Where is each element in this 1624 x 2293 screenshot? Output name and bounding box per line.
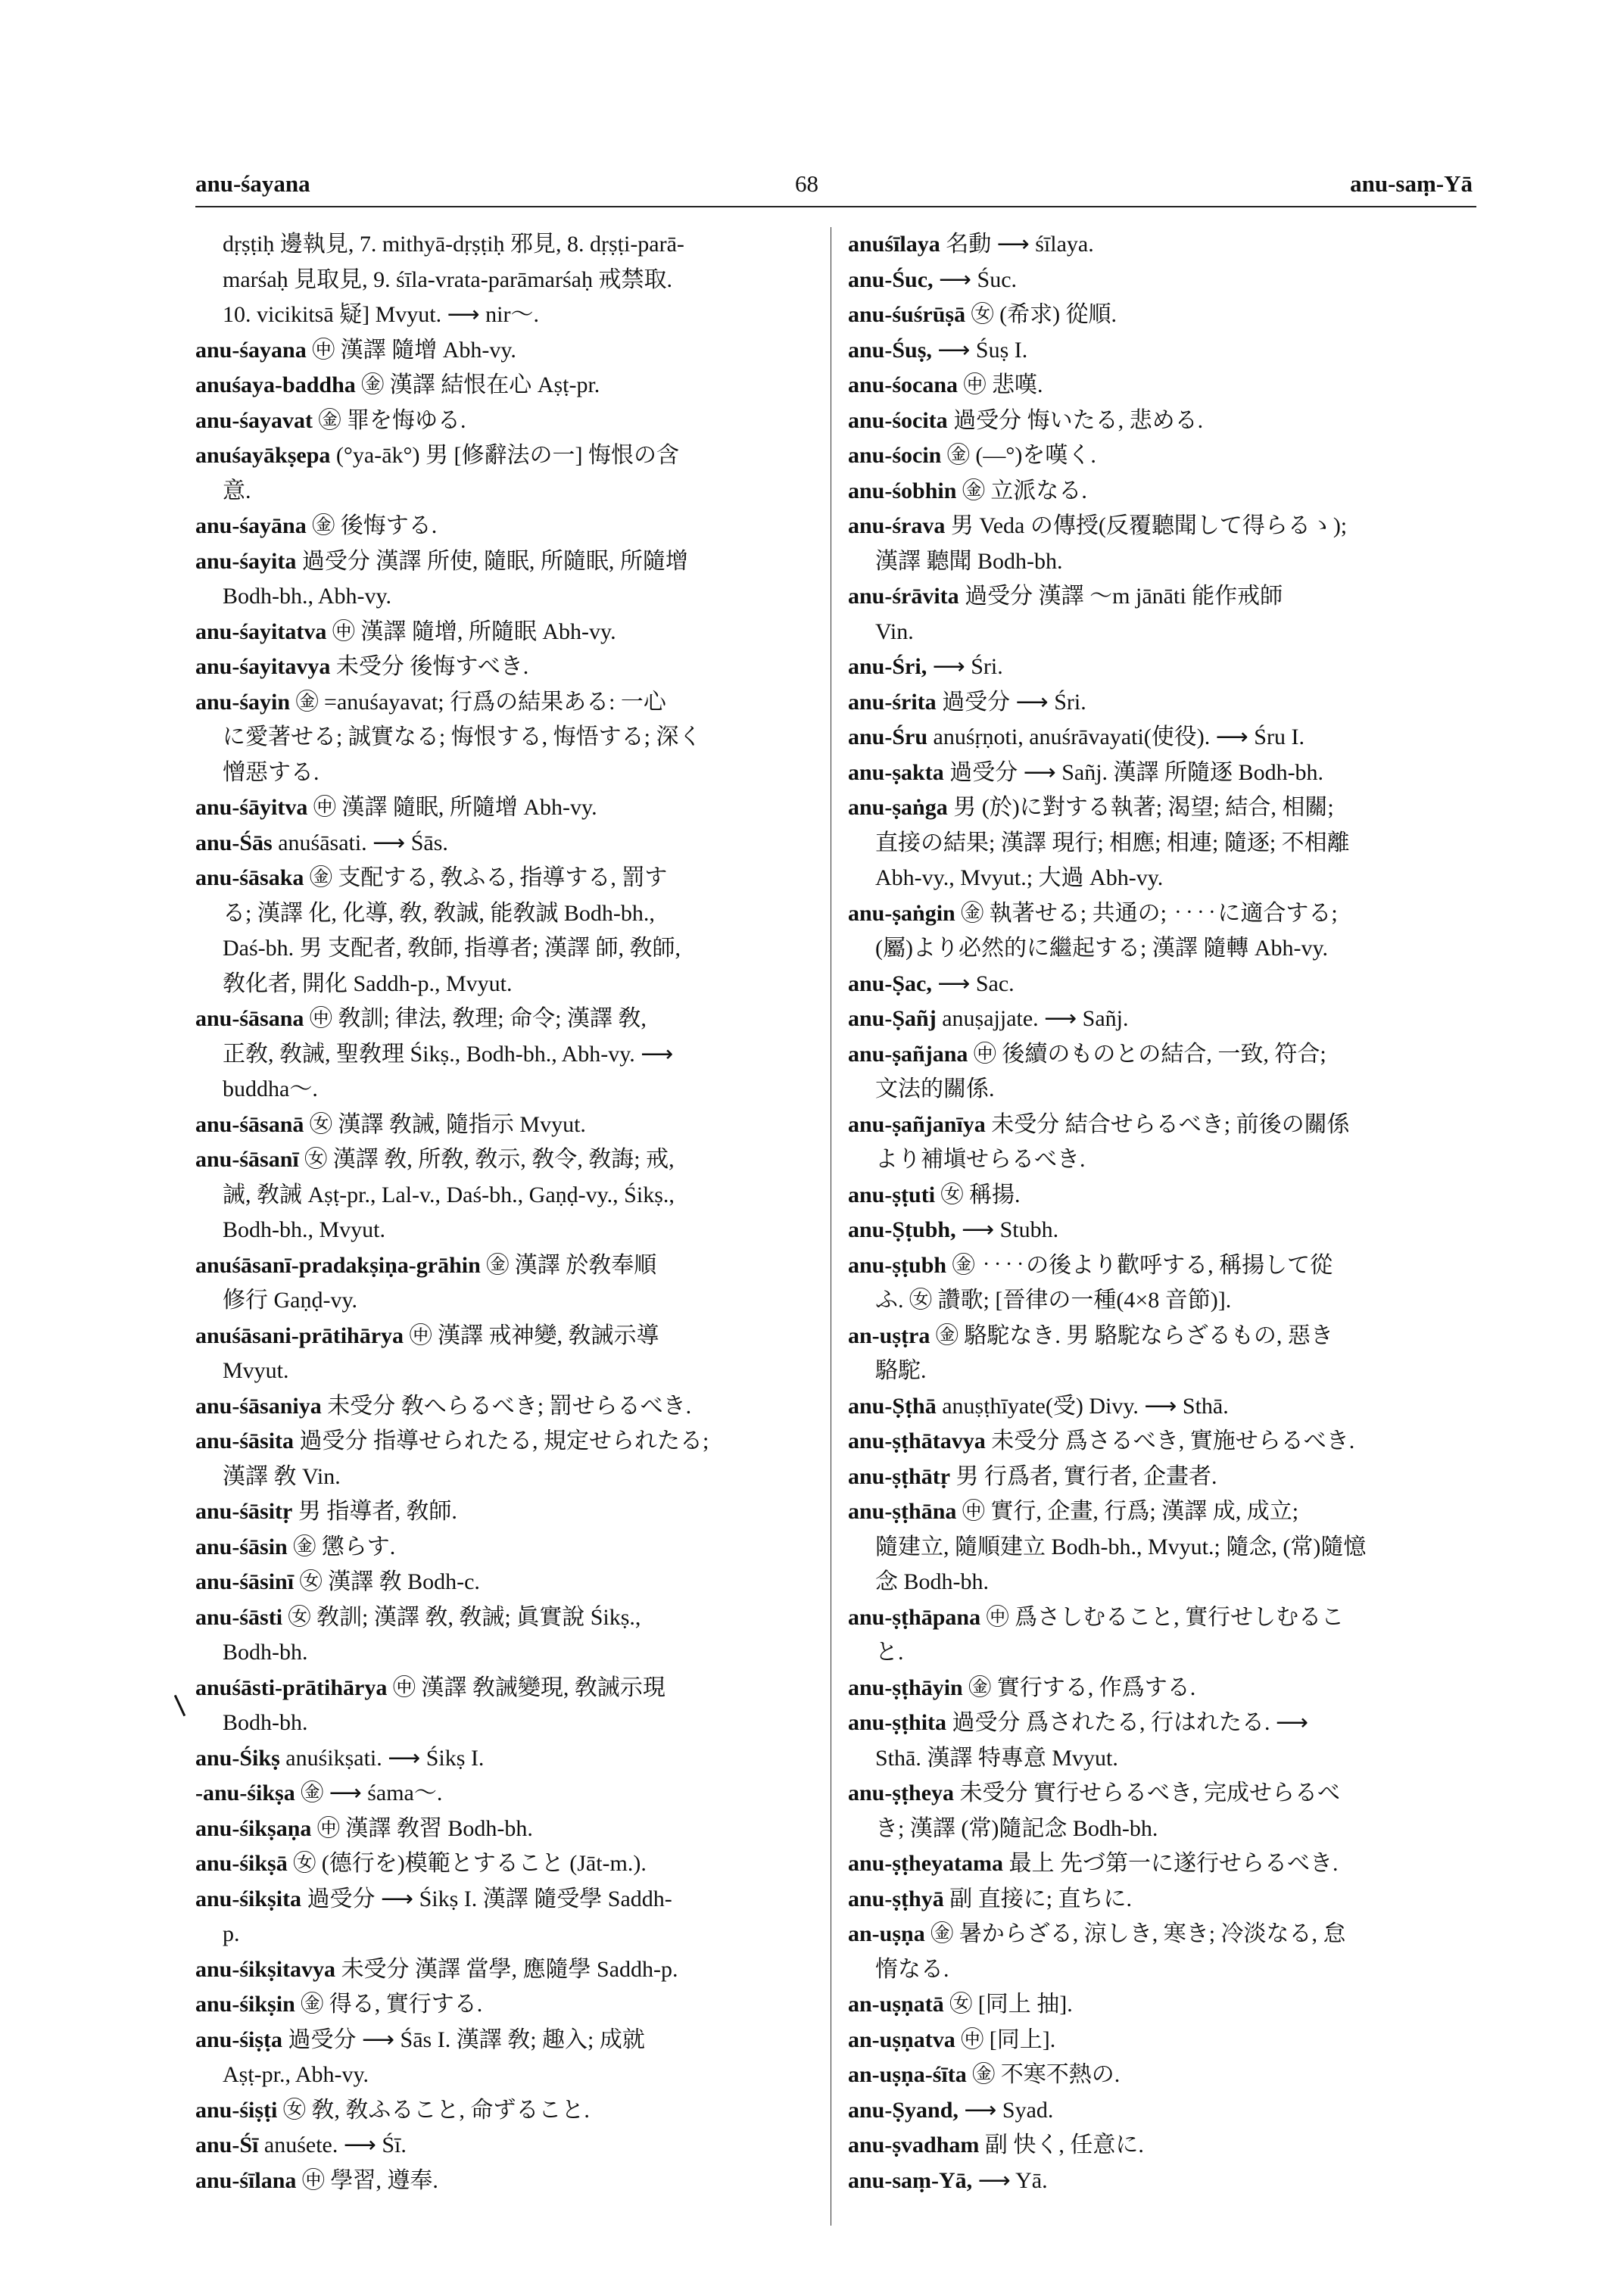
entry-line: anu-Śī anuśete. ⟶ Śī. bbox=[195, 2133, 407, 2157]
headword: anu-saṃ-Yā, bbox=[848, 2167, 973, 2193]
headword: anu-śocita bbox=[848, 407, 948, 433]
dictionary-entry bbox=[195, 333, 828, 369]
entry-line: anu-śikṣaṇa ㊥ 漢譯 敎習 Bodh-bh. bbox=[195, 1815, 533, 1841]
dictionary-entry bbox=[848, 438, 1480, 474]
right-column bbox=[848, 227, 1480, 2198]
entry-line: anu-ṣṭheyatama 最上 先づ第一に遂行せらるべき. bbox=[848, 1851, 1339, 1876]
entry-line: anu-śocana ㊥ 悲嘆. bbox=[848, 372, 1043, 397]
dictionary-entry bbox=[195, 2164, 828, 2199]
entry-line: anu-Ṣṭhā anuṣṭhīyate(受) Divy. ⟶ Sthā. bbox=[848, 1393, 1229, 1419]
dictionary-entry bbox=[195, 1812, 828, 1847]
headword: anuśīlaya bbox=[848, 232, 940, 257]
headword: anu-ṣṭhāyin bbox=[848, 1675, 963, 1700]
entry-line: anu-saṃ-Yā, ⟶ Yā. bbox=[848, 2167, 1048, 2193]
headword: anu-ṣṭheyatama bbox=[848, 1851, 1004, 1876]
page-number: 68 bbox=[795, 170, 818, 197]
entry-line: -anu-śikṣa ㊎ ⟶ śama〜. bbox=[195, 1781, 443, 1805]
entry-line: anu-śāsita 過受分 指導せられたる, 規定せられたる; bbox=[195, 1428, 709, 1453]
headword: anu-śāsana bbox=[195, 1006, 304, 1031]
dictionary-entry bbox=[848, 368, 1480, 403]
headword: anu-śāsitṛ bbox=[195, 1499, 293, 1524]
entry-line: anu-śāsanā ㊛ 漢譯 敎誡, 隨指示 Mvyut. bbox=[195, 1111, 586, 1137]
entry-line: る; 漢譯 化, 化導, 敎, 敎誠, 能敎誠 Bodh-bh., bbox=[223, 900, 655, 926]
dictionary-entry bbox=[848, 1460, 1480, 1495]
dictionary-entry bbox=[195, 1002, 828, 1108]
dictionary-entry bbox=[195, 1108, 828, 1143]
entry-line: anu-śāsin ㊎ 懲らす. bbox=[195, 1534, 396, 1559]
entry-line: anu-śāsinī ㊛ 漢譯 敎 Bodh-c. bbox=[195, 1569, 480, 1594]
entry-line: anu-śrita 過受分 ⟶ Śri. bbox=[848, 689, 1086, 715]
dictionary-entry bbox=[848, 1002, 1480, 1037]
entry-line: Aṣṭ-pr., Abh-vy. bbox=[223, 2062, 369, 2087]
entry-line: 念 Bodh-bh. bbox=[875, 1569, 989, 1594]
entry-line: an-uṣṇatā ㊛ [同上 抽]. bbox=[848, 1992, 1073, 2017]
entry-line: anu-Śuc, ⟶ Śuc. bbox=[848, 266, 1018, 292]
headword: anu-śikṣitavya bbox=[195, 1956, 336, 1982]
headword: anu-śāsti bbox=[195, 1604, 283, 1630]
entry-line: 敎化者, 開化 Saddh-p., Mvyut. bbox=[223, 970, 513, 996]
entry-line: an-uṣṇa ㊎ 暑からざる, 涼しき, 寒き; 冷淡なる, 怠 bbox=[848, 1921, 1346, 1946]
entry-line: Vin. bbox=[875, 618, 914, 644]
entry-line: anu-ṣṭhāyin ㊎ 實行する, 作爲する. bbox=[848, 1675, 1196, 1700]
entry-line: 10. vicikitsā 疑] Mvyut. ⟶ nir〜. bbox=[223, 302, 539, 327]
dictionary-entry bbox=[848, 1319, 1480, 1389]
entry-line: dṛṣṭiḥ 邊執見, 7. mithyā-dṛṣṭiḥ 邪見, 8. dṛṣṭi-parā- bbox=[223, 232, 684, 257]
entry-line: p. bbox=[223, 1921, 240, 1946]
entry-line: buddha〜. bbox=[223, 1076, 318, 1101]
dictionary-entry bbox=[848, 720, 1480, 756]
entry-line: anu-śiṣṭi ㊛ 敎, 敎ふること, 命ずること. bbox=[195, 2097, 590, 2123]
entry-line: anu-Śikṣ anuśikṣati. ⟶ Śikṣ I. bbox=[195, 1745, 485, 1771]
entry-line: anu-śikṣitavya 未受分 漢譯 當學, 應隨學 Saddh-p. bbox=[195, 1956, 678, 1982]
headword: anu-śayavat bbox=[195, 407, 313, 433]
entry-line: Bodh-bh. bbox=[223, 1710, 308, 1735]
entry-line: と. bbox=[875, 1640, 904, 1665]
headword: an-uṣṭra bbox=[848, 1323, 930, 1348]
entry-line: anu-śocin ㊎ (—°)を嘆く. bbox=[848, 443, 1096, 468]
entry-line: anu-śobhin ㊎ 立派なる. bbox=[848, 478, 1087, 503]
entry-line: anu-śocita 過受分 悔いたる, 悲める. bbox=[848, 407, 1204, 433]
dictionary-entry bbox=[848, 579, 1480, 650]
entry-line: 直接の結果; 漢譯 現行; 相應; 相連; 隨逐; 不相離 bbox=[875, 830, 1350, 855]
entry-line: anu-śīlana ㊥ 學習, 遵奉. bbox=[195, 2167, 438, 2193]
entry-line: anu-śayin ㊎ =anuśayavat; 行爲の結果ある: 一心 bbox=[195, 689, 666, 715]
dictionary-entry bbox=[195, 685, 828, 791]
headword: anuśāsti-prātihārya bbox=[195, 1675, 388, 1700]
entry-line: anu-śuśrūṣā ㊛ (希求) 從順. bbox=[848, 302, 1117, 327]
headword: anu-śāsanā bbox=[195, 1111, 304, 1137]
headword: anu-ṣṭhātṛ bbox=[848, 1463, 951, 1489]
entry-line: anu-ṣaṅga 男 (於)に對する執著; 渴望; 結合, 相關; bbox=[848, 795, 1334, 820]
entry-line: anu-ṣṭhātavya 未受分 爲さるべき, 實施せらるべき. bbox=[848, 1428, 1355, 1453]
dictionary-entry bbox=[848, 650, 1480, 685]
headword: anu-ṣaṅgin bbox=[848, 900, 955, 926]
dictionary-entry bbox=[848, 2023, 1480, 2058]
headword: anu-śikṣita bbox=[195, 1886, 302, 1911]
headword: anu-ṣvadham bbox=[848, 2133, 980, 2157]
dictionary-entry bbox=[195, 1952, 828, 1988]
entry-line: anuśāsanī-pradakṣiṇa-grāhin ㊎ 漢譯 於敎奉順 bbox=[195, 1252, 657, 1278]
dictionary-entry bbox=[848, 2128, 1480, 2164]
headword: anuśāsani-prātihārya bbox=[195, 1323, 404, 1348]
headword: anu-śāsinī bbox=[195, 1569, 295, 1594]
entry-line: anu-Śru anuśṛṇoti, anuśrāvayati(使役). ⟶ Śru I. bbox=[848, 724, 1304, 749]
entry-line: anu-Śuṣ, ⟶ Śuṣ I. bbox=[848, 337, 1028, 363]
headword: anu-śocin bbox=[848, 443, 942, 468]
entry-line: anu-ṣṭubh ㊎ ‥‥の後より歡呼する, 稱揚して從 bbox=[848, 1252, 1333, 1278]
headword: anu-Śuc, bbox=[848, 266, 934, 292]
dictionary-entry bbox=[195, 1846, 828, 1882]
headword: anu-śrava bbox=[848, 513, 946, 538]
headword: anu-śrita bbox=[848, 689, 937, 715]
headword: anu-śikṣā bbox=[195, 1851, 288, 1876]
dictionary-entry bbox=[195, 1600, 828, 1671]
dictionary-entry bbox=[848, 403, 1480, 439]
dictionary-entry bbox=[195, 650, 828, 685]
entry-line: anu-ṣañjana ㊥ 後續のものとの結合, 一致, 符合; bbox=[848, 1041, 1326, 1067]
entry-line: Daś-bh. 男 支配者, 敎師, 指導者; 漢譯 師, 敎師, bbox=[223, 936, 681, 961]
entry-line: より補塡せらるべき. bbox=[875, 1147, 1086, 1172]
dictionary-entry bbox=[848, 1600, 1480, 1671]
dictionary-entry bbox=[848, 1213, 1480, 1248]
headword: anu-Ṣañj bbox=[848, 1006, 937, 1031]
dictionary-entry bbox=[848, 509, 1480, 579]
dictionary-entry bbox=[848, 227, 1480, 263]
entry-line: anu-śāsitṛ 男 指導者, 敎師. bbox=[195, 1499, 457, 1524]
headword: anuśayākṣepa bbox=[195, 443, 331, 468]
entry-line: marśaḥ 見取見, 9. śīla-vrata-parāmarśaḥ 戒禁取. bbox=[223, 266, 672, 292]
dictionary-entry bbox=[848, 298, 1480, 333]
dictionary-entry bbox=[848, 1882, 1480, 1918]
entry-line: き; 漢譯 (常)隨記念 Bodh-bh. bbox=[875, 1815, 1158, 1841]
dictionary-entry bbox=[195, 1424, 828, 1494]
headword: anu-śayitatva bbox=[195, 618, 327, 644]
entry-line: anu-śāsaka ㊎ 支配する, 敎ふる, 指導する, 罰す bbox=[195, 865, 668, 890]
dictionary-entry bbox=[195, 227, 828, 333]
headword: anu-śāsita bbox=[195, 1428, 295, 1453]
entry-line: anu-Ṣañj anuṣajjate. ⟶ Sañj. bbox=[848, 1006, 1129, 1031]
dictionary-entry bbox=[195, 1565, 828, 1600]
dictionary-entry bbox=[848, 756, 1480, 791]
entry-line: 憎惡する. bbox=[223, 759, 320, 785]
headword: anu-ṣakta bbox=[848, 759, 944, 785]
entry-line: 漢譯 聽聞 Bodh-bh. bbox=[875, 548, 1063, 574]
headword: anu-śiṣṭi bbox=[195, 2097, 278, 2123]
dictionary-entry bbox=[195, 438, 828, 509]
entry-line: anu-śāsaniya 未受分 敎へらるべき; 罰せらるべき. bbox=[195, 1393, 692, 1419]
dictionary-entry bbox=[195, 861, 828, 1002]
dictionary-entry bbox=[848, 1706, 1480, 1776]
dictionary-entry bbox=[848, 474, 1480, 509]
headword: anu-Śī bbox=[195, 2133, 259, 2157]
headword: anu-ṣṭhāna bbox=[848, 1499, 957, 1524]
headword: anu-Śru bbox=[848, 724, 928, 749]
headword: anu-śobhin bbox=[848, 478, 957, 503]
headword: anu-śīlana bbox=[195, 2167, 297, 2193]
entry-line: anu-ṣṭhāpana ㊥ 爲さしむること, 實行せしむるこ bbox=[848, 1604, 1345, 1630]
dictionary-entry bbox=[195, 790, 828, 826]
entry-line: に愛著せる; 誠實なる; 悔恨する, 悔悟する; 深く bbox=[223, 724, 702, 749]
dictionary-entry bbox=[848, 1846, 1480, 1882]
dictionary-entry bbox=[848, 1776, 1480, 1846]
dictionary-entry bbox=[848, 685, 1480, 721]
entry-line: anu-ṣṭuti ㊛ 稱揚. bbox=[848, 1182, 1021, 1207]
headword: anu-śāsaniya bbox=[195, 1393, 322, 1419]
headword: anu-ṣṭhyā bbox=[848, 1886, 944, 1911]
dictionary-entry bbox=[848, 1037, 1480, 1108]
dictionary-entry bbox=[195, 2023, 828, 2093]
entry-line: 漢譯 敎 Vin. bbox=[223, 1463, 341, 1489]
entry-line: anu-śrāvita 過受分 漢譯 〜m jānāti 能作戒師 bbox=[848, 584, 1283, 609]
dictionary-entry bbox=[195, 368, 828, 403]
entry-line: anu-śāsana ㊥ 敎訓; 律法, 敎理; 命令; 漢譯 敎, bbox=[195, 1006, 647, 1031]
entry-line: anu-Ṣac, ⟶ Sac. bbox=[848, 970, 1015, 996]
entry-line: anuśaya-baddha ㊎ 漢譯 結恨在心 Aṣṭ-pr. bbox=[195, 372, 600, 397]
entry-line: Abh-vy., Mvyut.; 大過 Abh-vy. bbox=[875, 865, 1164, 890]
entry-line: Bodh-bh. bbox=[223, 1640, 308, 1665]
headword: anu-śayita bbox=[195, 548, 297, 574]
headword: anu-ṣañjana bbox=[848, 1041, 968, 1067]
dictionary-entry bbox=[195, 403, 828, 439]
entry-line: 隨建立, 隨順建立 Bodh-bh., Mvyut.; 隨念, (常)隨憶 bbox=[875, 1534, 1367, 1559]
headword: anu-śāsanī bbox=[195, 1147, 299, 1172]
entry-line: anu-ṣvadham 副 快く, 任意に. bbox=[848, 2133, 1144, 2157]
dictionary-entry bbox=[195, 826, 828, 861]
entry-line: 誡, 敎誡 Aṣṭ-pr., Lal-v., Daś-bh., Gaṇḍ-vy., Śikṣ., bbox=[223, 1182, 675, 1207]
running-head-left: anu-śayana bbox=[195, 170, 310, 197]
entry-line: anu-śayitavya 未受分 後悔すべき. bbox=[195, 654, 529, 679]
headword: anu-Śri, bbox=[848, 654, 927, 679]
entry-line: 修行 Gaṇḍ-vy. bbox=[223, 1288, 358, 1313]
entry-line: anu-Ṣyand, ⟶ Syad. bbox=[848, 2097, 1054, 2123]
dictionary-entry bbox=[848, 1389, 1480, 1425]
headword: anu-Ṣyand, bbox=[848, 2097, 959, 2123]
headword: anu-śāyitva bbox=[195, 795, 308, 820]
headword: anu-ṣaṅga bbox=[848, 795, 948, 820]
entry-line: anu-ṣṭhyā 副 直接に; 直ちに. bbox=[848, 1886, 1133, 1911]
headword: anu-Ṣac, bbox=[848, 970, 932, 996]
dictionary-entry bbox=[848, 263, 1480, 298]
headword: anu-śikṣin bbox=[195, 1992, 295, 2017]
entry-line: (屬)より必然的に繼起する; 漢譯 隨轉 Abh-vy. bbox=[875, 936, 1329, 961]
entry-line: anu-śayana ㊥ 漢譯 隨增 Abh-vy. bbox=[195, 337, 516, 363]
headword: anu-śocana bbox=[848, 372, 959, 397]
headword: anu-śayana bbox=[195, 337, 307, 363]
headword: anu-ṣṭhāpana bbox=[848, 1604, 981, 1630]
entry-line: anu-śayita 過受分 漢譯 所使, 隨眠, 所隨眠, 所隨增 bbox=[195, 548, 688, 574]
margin-tick-mark bbox=[174, 1695, 185, 1716]
header-rule bbox=[195, 206, 1476, 207]
headword: anu-ṣṭheya bbox=[848, 1781, 955, 1805]
dictionary-entry bbox=[848, 967, 1480, 1002]
headword: anu-ṣañjanīya bbox=[848, 1111, 986, 1137]
dictionary-entry bbox=[195, 2093, 828, 2129]
entry-line: anu-ṣṭhāna ㊥ 實行, 企畫, 行爲; 漢譯 成, 成立; bbox=[848, 1499, 1299, 1524]
headword: anu-Śuṣ, bbox=[848, 337, 932, 363]
entry-line: anuśāsti-prātihārya ㊥ 漢譯 敎誡變現, 敎誡示現 bbox=[195, 1675, 665, 1700]
headword: anu-Śās bbox=[195, 830, 273, 855]
headword: anuśaya-baddha bbox=[195, 372, 356, 397]
entry-line: 正敎, 敎誡, 聖敎理 Śikṣ., Bodh-bh., Abh-vy. ⟶ bbox=[223, 1041, 674, 1067]
headword: anu-śikṣaṇa bbox=[195, 1815, 312, 1841]
entry-line: anu-śayitatva ㊥ 漢譯 隨增, 所隨眠 Abh-vy. bbox=[195, 618, 616, 644]
entry-line: anu-ṣṭhita 過受分 爲されたる, 行はれたる. ⟶ bbox=[848, 1710, 1309, 1735]
dictionary-entry bbox=[195, 1494, 828, 1530]
headword: anu-śayitavya bbox=[195, 654, 331, 679]
entry-line: an-uṣṭra ㊎ 駱駝なき. 男 駱駝ならざるもの, 惡き bbox=[848, 1323, 1333, 1348]
dictionary-entry bbox=[195, 1142, 828, 1248]
headword: anu-ṣṭubh bbox=[848, 1252, 947, 1278]
dictionary-entry bbox=[848, 1178, 1480, 1213]
headword: anu-śāsaka bbox=[195, 865, 304, 890]
dictionary-entry bbox=[195, 2128, 828, 2164]
entry-line: Bodh-bh., Mvyut. bbox=[223, 1217, 386, 1242]
dictionary-entry bbox=[195, 1882, 828, 1952]
headword: -anu-śikṣa bbox=[195, 1781, 295, 1805]
entry-line: anu-śikṣin ㊎ 得る, 實行する. bbox=[195, 1992, 483, 2017]
headword: anu-śāsin bbox=[195, 1534, 288, 1559]
dictionary-entry bbox=[195, 544, 828, 615]
entry-line: anu-ṣṭheya 未受分 實行せらるべき, 完成せらるべ bbox=[848, 1781, 1341, 1805]
dictionary-entry bbox=[848, 1248, 1480, 1319]
headword: anu-śuśrūṣā bbox=[848, 302, 966, 327]
dictionary-entry bbox=[195, 1987, 828, 2023]
dictionary-entry bbox=[848, 2058, 1480, 2093]
entry-line: Mvyut. bbox=[223, 1358, 289, 1383]
entry-line: anu-śikṣā ㊛ (德行を)模範とすること (Jāt-m.). bbox=[195, 1851, 647, 1876]
entry-line: an-uṣṇa-śīta ㊎ 不寒不熱の. bbox=[848, 2062, 1121, 2087]
dictionary-entry bbox=[848, 1108, 1480, 1178]
entry-line: 意. bbox=[223, 478, 251, 503]
headword: anu-śayin bbox=[195, 689, 291, 715]
headword: an-uṣṇatā bbox=[848, 1992, 944, 2017]
entry-line: anu-śayāna ㊎ 後悔する. bbox=[195, 513, 438, 538]
entry-line: anu-Śri, ⟶ Śri. bbox=[848, 654, 1003, 679]
entry-line: ふ. ㊛ 讚歌; [晉律の一種(4×8 音節)]. bbox=[875, 1288, 1232, 1313]
dictionary-entry bbox=[195, 1776, 828, 1812]
entry-line: anu-ṣaṅgin ㊎ 執著せる; 共通の; ‥‥に適合する; bbox=[848, 900, 1338, 926]
dictionary-entry bbox=[848, 333, 1480, 369]
dictionary-entry bbox=[195, 615, 828, 650]
dictionary-entry bbox=[195, 509, 828, 544]
dictionary-entry bbox=[848, 1987, 1480, 2023]
entry-line: Bodh-bh., Abh-vy. bbox=[223, 584, 392, 609]
entry-line: anu-ṣañjanīya 未受分 結合せらるべき; 前後の關係 bbox=[848, 1111, 1350, 1137]
dictionary-entry bbox=[195, 1319, 828, 1389]
running-head-right: anu-saṃ-Yā bbox=[1350, 170, 1473, 197]
dictionary-entry bbox=[848, 2093, 1480, 2129]
headword: anu-ṣṭhātavya bbox=[848, 1428, 986, 1453]
entry-line: anu-śrava 男 Veda の傳授(反覆聽聞して得らるゝ); bbox=[848, 513, 1348, 538]
dictionary-entry bbox=[848, 790, 1480, 896]
headword: anu-śrāvita bbox=[848, 584, 959, 609]
entry-line: anu-śāsti ㊛ 敎訓; 漢譯 敎, 敎誡; 眞實說 Śikṣ., bbox=[195, 1604, 641, 1630]
headword: anu-ṣṭuti bbox=[848, 1182, 936, 1207]
headword: anu-Ṣṭhā bbox=[848, 1393, 937, 1419]
headword: anu-śayāna bbox=[195, 513, 307, 538]
headword: anu-ṣṭhita bbox=[848, 1710, 947, 1735]
left-column bbox=[195, 227, 828, 2198]
entry-line: anuśayākṣepa (°ya-āk°) 男 [修辭法の一] 悔恨の含 bbox=[195, 443, 679, 468]
entry-line: 駱駝. bbox=[875, 1358, 927, 1383]
entry-line: anuśāsani-prātihārya ㊥ 漢譯 戒神變, 敎誡示導 bbox=[195, 1323, 659, 1348]
entry-line: anu-śiṣṭa 過受分 ⟶ Śās I. 漢譯 敎; 趣入; 成就 bbox=[195, 2027, 645, 2052]
dictionary-entry bbox=[195, 1741, 828, 1777]
entry-line: an-uṣṇatva ㊥ [同上]. bbox=[848, 2027, 1056, 2052]
headword: anu-śiṣṭa bbox=[195, 2027, 283, 2052]
entry-line: 文法的關係. bbox=[875, 1076, 995, 1101]
entry-line: anu-śayavat ㊎ 罪を悔ゆる. bbox=[195, 407, 466, 433]
dictionary-entry bbox=[848, 1424, 1480, 1460]
dictionary-entry bbox=[848, 1494, 1480, 1600]
dictionary-entry bbox=[848, 896, 1480, 967]
headword: an-uṣṇa bbox=[848, 1921, 925, 1946]
entry-line: anu-ṣakta 過受分 ⟶ Sañj. 漢譯 所隨逐 Bodh-bh. bbox=[848, 759, 1324, 785]
dictionary-entry bbox=[195, 1671, 828, 1741]
entry-line: Sthā. 漢譯 特專意 Mvyut. bbox=[875, 1745, 1118, 1771]
dictionary-entry bbox=[848, 2164, 1480, 2199]
headword: an-uṣṇa-śīta bbox=[848, 2062, 967, 2087]
entry-line: anu-śāsanī ㊛ 漢譯 敎, 所敎, 敎示, 敎令, 敎誨; 戒, bbox=[195, 1147, 675, 1172]
entry-line: anu-Ṣṭubh, ⟶ Stubh. bbox=[848, 1217, 1059, 1242]
dictionary-entry bbox=[848, 1671, 1480, 1706]
entry-line: anu-śikṣita 過受分 ⟶ Śikṣ I. 漢譯 隨受學 Saddh- bbox=[195, 1886, 672, 1911]
headword: anuśāsanī-pradakṣiṇa-grāhin bbox=[195, 1252, 481, 1278]
headword: anu-Śikṣ bbox=[195, 1745, 280, 1771]
headword: an-uṣṇatva bbox=[848, 2027, 955, 2052]
entry-line: anu-Śās anuśāsati. ⟶ Śās. bbox=[195, 830, 448, 855]
entry-line: 惰なる. bbox=[875, 1956, 949, 1982]
entry-line: anuśīlaya 名動 ⟶ śīlaya. bbox=[848, 232, 1094, 257]
dictionary-entry bbox=[848, 1917, 1480, 1987]
headword: anu-Ṣṭubh, bbox=[848, 1217, 956, 1242]
entry-line: anu-ṣṭhātṛ 男 行爲者, 實行者, 企畫者. bbox=[848, 1463, 1217, 1489]
entry-line: anu-śāyitva ㊥ 漢譯 隨眠, 所隨增 Abh-vy. bbox=[195, 795, 597, 820]
dictionary-entry bbox=[195, 1248, 828, 1319]
dictionary-entry bbox=[195, 1530, 828, 1566]
dictionary-entry bbox=[195, 1389, 828, 1425]
